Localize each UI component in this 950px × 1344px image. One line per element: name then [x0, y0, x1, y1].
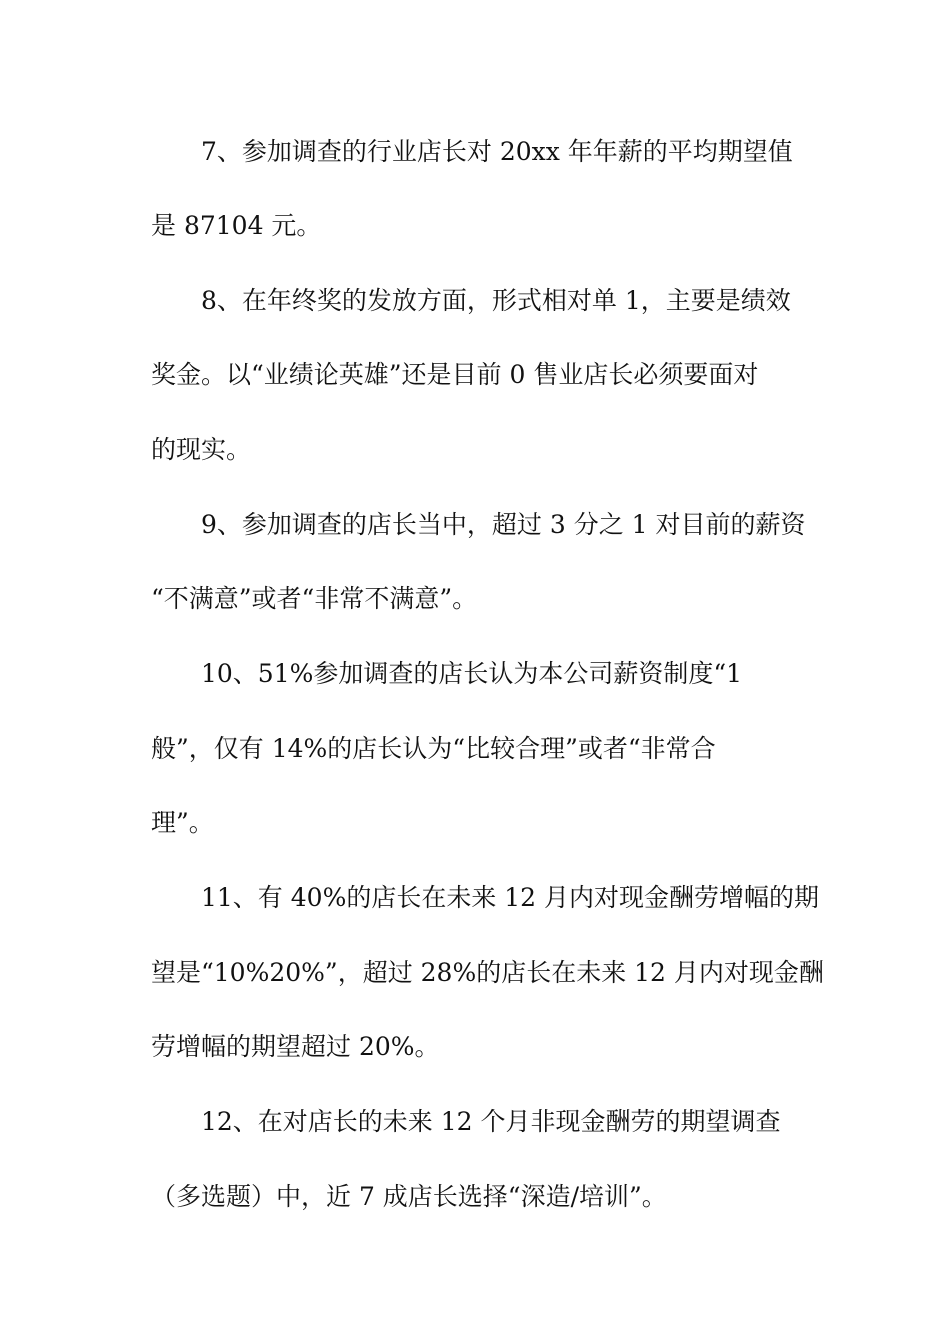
paragraph-9-line-1: 9、参加调查的店长当中，超过 3 分之 1 对目前的薪资	[201, 510, 806, 539]
paragraph-7-line-2: 是 87104 元。	[151, 211, 322, 240]
paragraph-12-line-1: 12、在对店长的未来 12 个月非现金酬劳的期望调查	[201, 1107, 781, 1136]
paragraph-8-line-2: 奖金。以“业绩论英雄”还是目前 0 售业店长必须要面对	[151, 360, 759, 389]
paragraph-11-line-2: 望是“10%20%”，超过 28%的店长在未来 12 月内对现金酬	[151, 958, 824, 987]
paragraph-10-line-2: 般”，仅有 14%的店长认为“比较合理”或者“非常合	[151, 734, 716, 763]
paragraph-10-line-3: 理”。	[151, 808, 214, 837]
paragraph-7-line-1: 7、参加调查的行业店长对 20xx 年年薪的平均期望值	[201, 137, 793, 166]
paragraph-12-line-2: （多选题）中，近 7 成店长选择“深造/培训”。	[151, 1182, 667, 1211]
paragraph-11-line-1: 11、有 40%的店长在未来 12 月内对现金酬劳增幅的期	[201, 883, 820, 912]
paragraph-8-line-1: 8、在年终奖的发放方面，形式相对单 1，主要是绩效	[201, 286, 791, 315]
paragraph-11-line-3: 劳增幅的期望超过 20%。	[151, 1032, 440, 1061]
paragraph-10-line-1: 10、51%参加调查的店长认为本公司薪资制度“1	[201, 659, 743, 688]
paragraph-8-line-3: 的现实。	[151, 435, 252, 464]
paragraph-9-line-2: “不满意”或者“非常不满意”。	[151, 584, 478, 613]
